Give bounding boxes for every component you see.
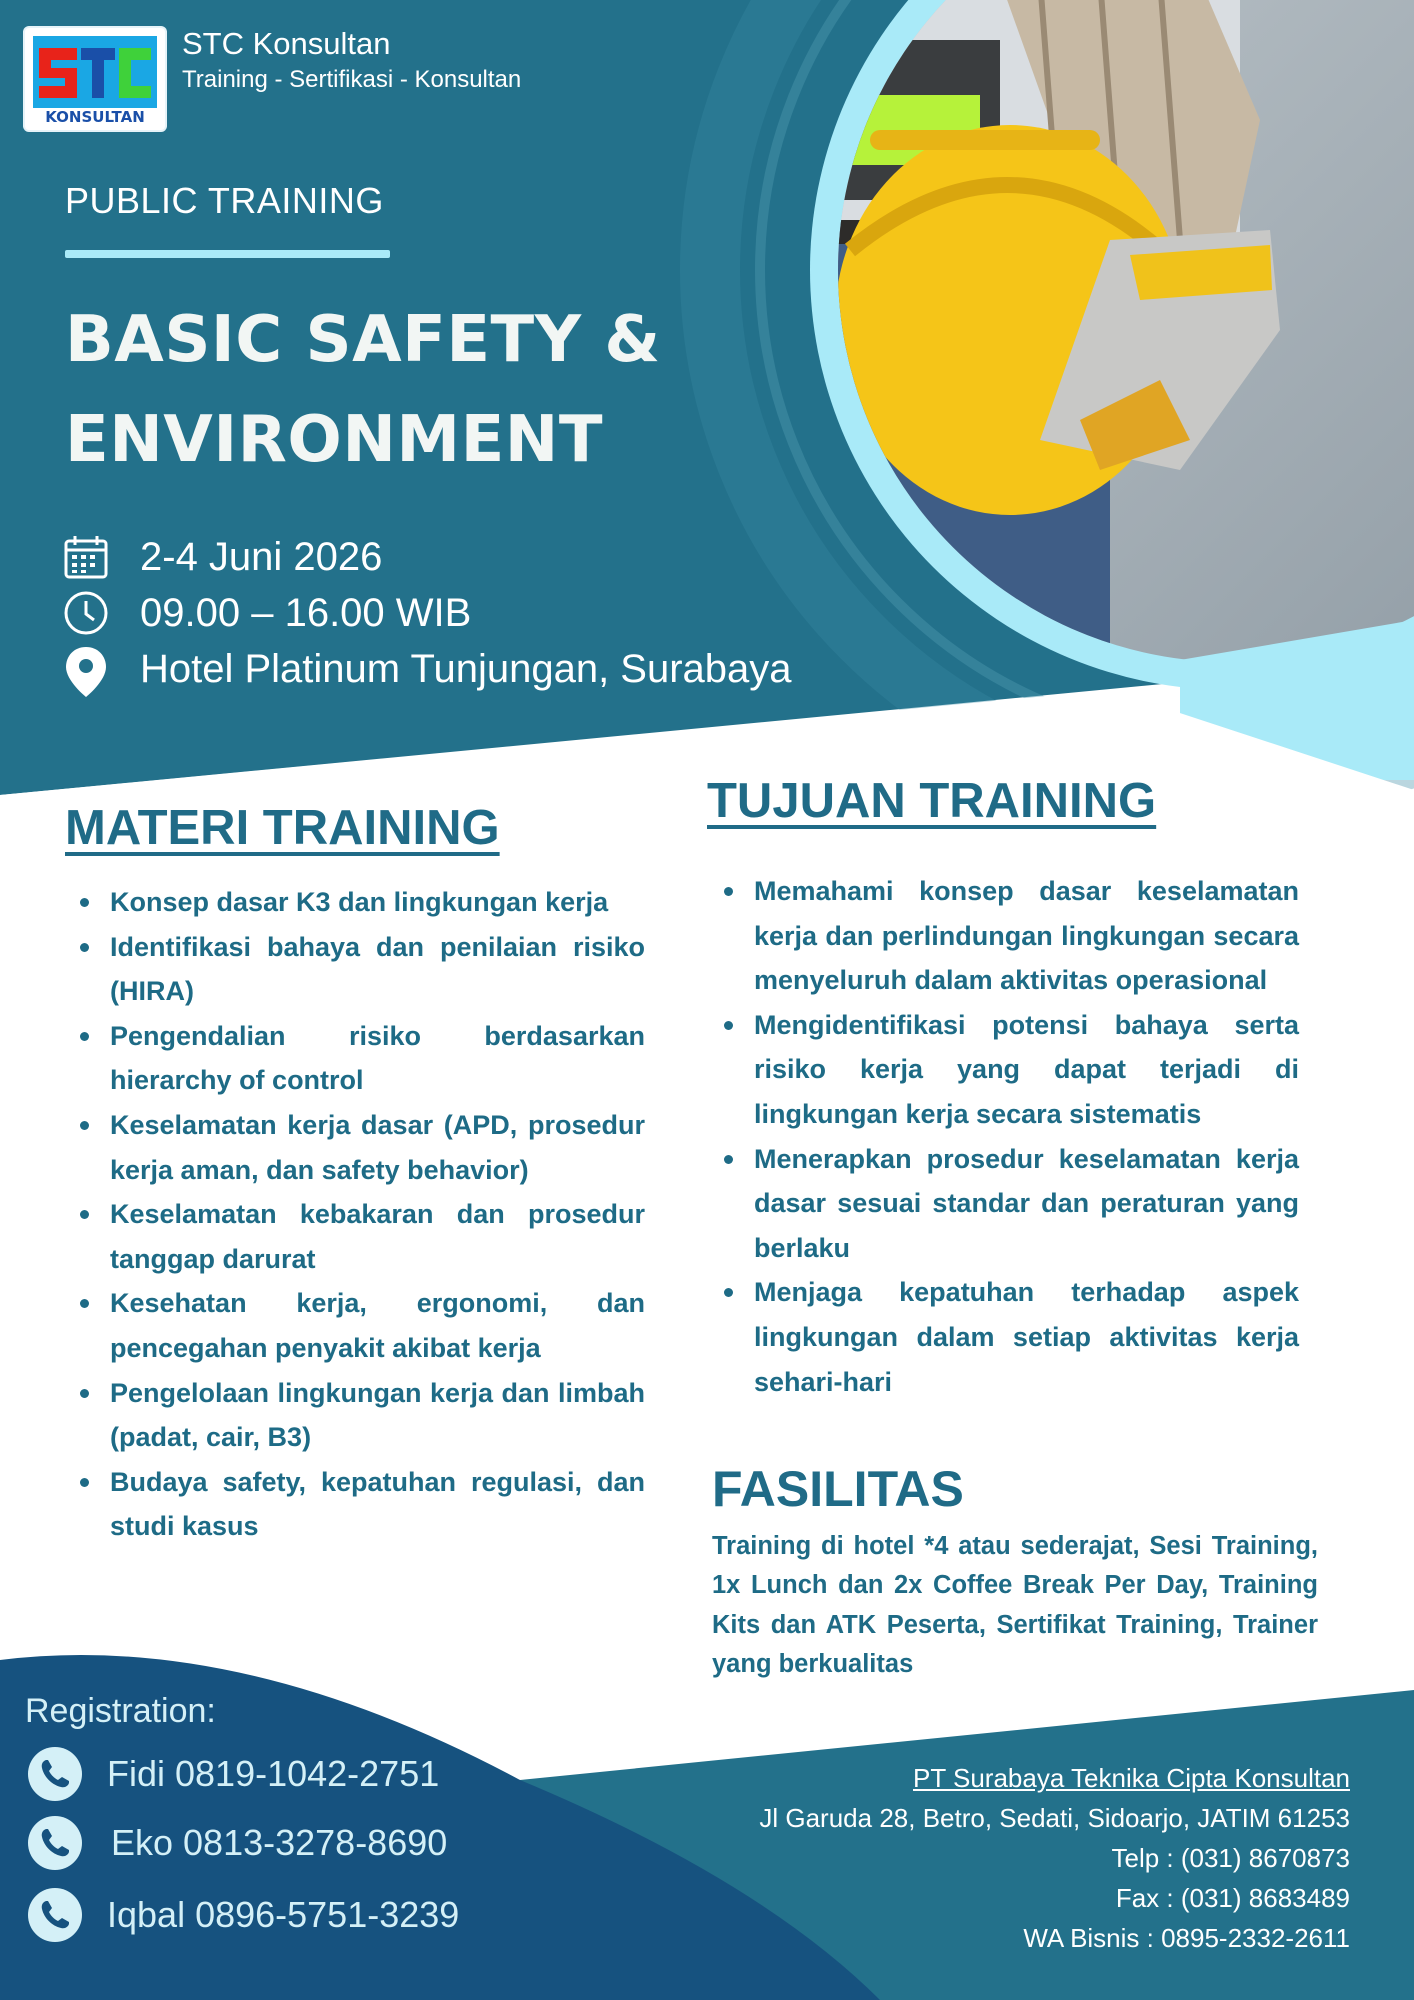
- map-pin-icon: [62, 645, 110, 693]
- brand-name: STC Konsultan: [182, 26, 391, 61]
- phone-icon: [27, 1746, 83, 1802]
- list-item: Mengidentifikasi potensi bahaya serta risiko kerja yang dapat terjadi di lingkungan kerja secara sistematis: [754, 1003, 1299, 1137]
- registration-label: Registration:: [25, 1692, 216, 1730]
- fasilitas-heading: FASILITAS: [712, 1461, 964, 1517]
- materi-list: [65, 880, 645, 1549]
- fasilitas-text: Training di hotel *4 atau sederajat, Sesi Training, 1x Lunch dan 2x Coffee Break Per Day, Training Kits dan ATK Peserta, Sertifikat Training, Trainer yang berkualitas: [712, 1532, 1318, 1678]
- materi-heading: MATERI TRAINING: [65, 801, 500, 855]
- list-item: Menerapkan prosedur keselamatan kerja dasar sesuai standar dan peraturan yang berlaku: [754, 1137, 1299, 1271]
- list-item: Identifikasi bahaya dan penilaian risiko (HIRA): [110, 925, 645, 1014]
- company-wa: WA Bisnis : 0895-2332-2611: [1023, 1923, 1350, 1953]
- clock-icon: [62, 589, 110, 637]
- title-line-2: ENVIRONMENT: [65, 403, 603, 477]
- company-telp: Telp : (031) 8670873: [1111, 1843, 1350, 1873]
- company-address: Jl Garuda 28, Betro, Sedati, Sidoarjo, JATIM 61253: [759, 1803, 1350, 1833]
- list-item: Keselamatan kerja dasar (APD, prosedur kerja aman, dan safety behavior): [110, 1103, 645, 1192]
- contact-text: Fidi 0819-1042-2751: [107, 1753, 440, 1794]
- svg-text:KONSULTAN: KONSULTAN: [45, 108, 145, 126]
- event-location-row: [62, 644, 792, 694]
- list-item: Pengelolaan lingkungan kerja dan limbah (padat, cair, B3): [110, 1371, 645, 1460]
- event-time: 09.00 – 16.00 WIB: [140, 590, 472, 635]
- calendar-icon: [62, 533, 110, 581]
- tujuan-section: [709, 869, 1299, 1404]
- contact-text: Eko 0813-3278-8690: [111, 1822, 448, 1863]
- company-name[interactable]: PT Surabaya Teknika Cipta Konsultan: [913, 1763, 1350, 1793]
- tujuan-list: [709, 869, 1299, 1404]
- contact-text: Iqbal 0896-5751-3239: [107, 1894, 460, 1935]
- list-item: Menjaga kepatuhan terhadap aspek lingkungan dalam setiap aktivitas kerja sehari-hari: [754, 1270, 1299, 1404]
- company-logo: [25, 28, 165, 130]
- company-info: [650, 1758, 1350, 1958]
- phone-icon: [27, 1887, 83, 1943]
- page-title: [65, 290, 705, 490]
- phone-icon: [27, 1815, 83, 1871]
- kicker-underline: [65, 250, 390, 258]
- list-item: Konsep dasar K3 dan lingkungan kerja: [110, 880, 645, 925]
- contact-eko[interactable]: [27, 1815, 447, 1871]
- company-fax: Fax : (031) 8683489: [1115, 1883, 1350, 1913]
- list-item: Kesehatan kerja, ergonomi, dan pencegahan penyakit akibat kerja: [110, 1281, 645, 1370]
- tujuan-heading: TUJUAN TRAINING: [707, 774, 1157, 828]
- list-item: Keselamatan kebakaran dan prosedur tanggap darurat: [110, 1192, 645, 1281]
- list-item: Pengendalian risiko berdasarkan hierarchy of control: [110, 1014, 645, 1103]
- title-line-1: BASIC SAFETY &: [65, 303, 661, 377]
- contact-iqbal[interactable]: [27, 1887, 459, 1943]
- event-date: 2-4 Juni 2026: [140, 534, 383, 579]
- event-location: Hotel Platinum Tunjungan, Surabaya: [140, 646, 792, 691]
- list-item: Budaya safety, kepatuhan regulasi, dan studi kasus: [110, 1460, 645, 1549]
- list-item: Memahami konsep dasar keselamatan kerja dan perlindungan lingkungan secara menyeluruh dalam aktivitas operasional: [754, 869, 1299, 1003]
- contact-fidi[interactable]: [27, 1746, 439, 1802]
- event-time-row: [62, 588, 471, 638]
- materi-section: [65, 880, 645, 1549]
- event-date-row: [62, 532, 382, 582]
- brand-tagline: Training - Sertifikasi - Konsultan: [182, 66, 522, 93]
- event-category: PUBLIC TRAINING: [65, 180, 384, 221]
